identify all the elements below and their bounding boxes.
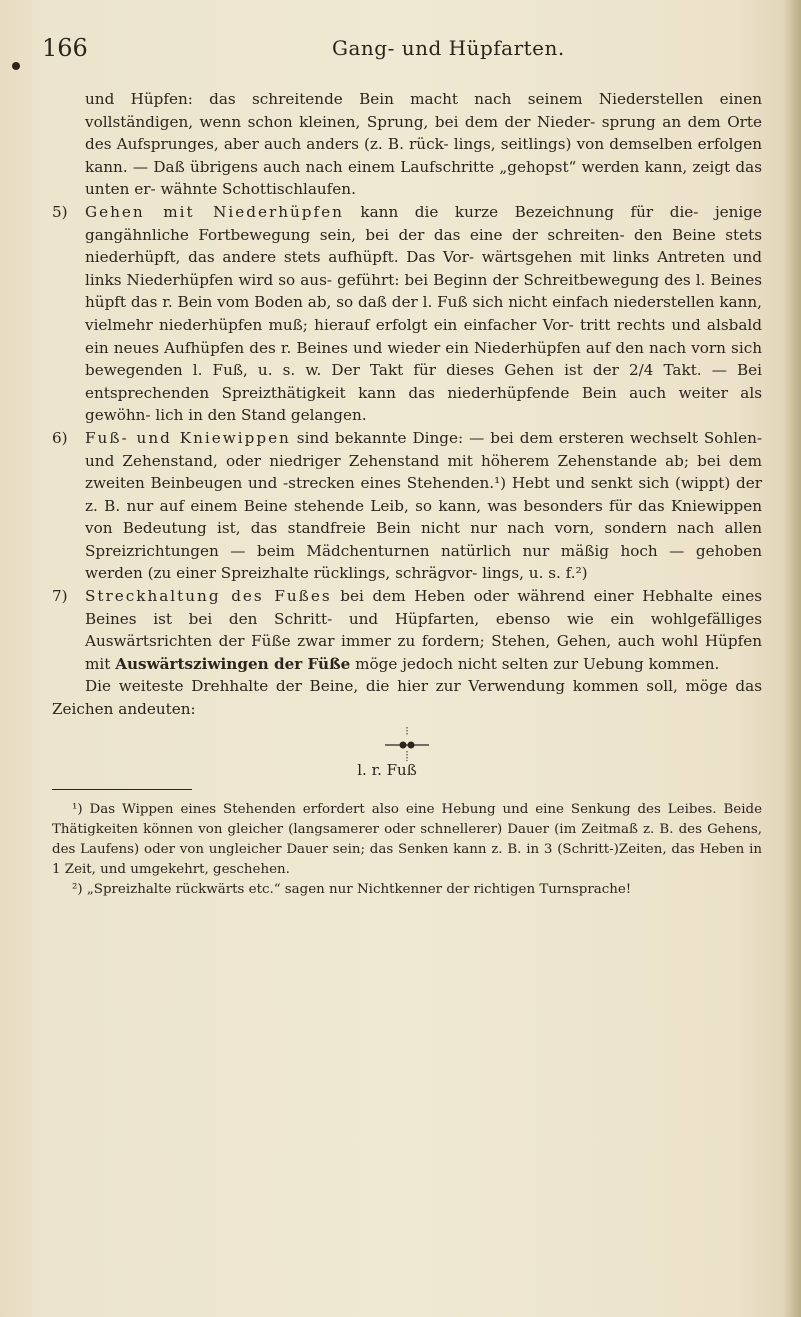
- emphasized-phrase: Auswärtsziwingen der Füße: [115, 654, 351, 673]
- page-body: [52, 88, 762, 901]
- section-text: möge jedoch nicht selten zur Uebung kommen.: [350, 654, 720, 673]
- section-heading: Fuß- und Kniewippen: [85, 428, 291, 447]
- section-text: bei dem Heben oder während einer Hebhalte eines Beines ist bei den Schritt- und Hüpfarten, ebenso wie ein wohlgefälliges Auswärtsrichten der Füße zwar immer zu fordern; Stehen, Gehen, auch wohl Hüpfen mit: [85, 587, 763, 673]
- section-6: [52, 427, 762, 585]
- section-number: 7): [52, 587, 68, 606]
- section-heading: Streckhaltung des Fußes: [85, 587, 332, 606]
- page-edge-shadow: [783, 0, 801, 1317]
- section-5: [52, 201, 762, 427]
- section-text: kann die kurze Bezeichnung für die- jenige gangähnliche Fortbewegung sein, bei der das eine der schreiten- den Beine stets niederhüpft, das andere stets aufhüpft. Das Vor- wärtsgehen mit links Antreten und links Niederhüpfen wird so aus- geführt: bei Beginn der Schreitbewegung des l. Beines hüpft das r. Bein vom Boden ab, so daß der l. Fuß sich nicht einfach niederstellen kann, vielmehr niederhüpfen muß; hierauf erfolgt ein einfacher Vor- tritt rechts und alsbald ein neues Aufhüpfen des r. Beines und wieder ein Niederhüpfen auf den nach vorn sich bewegenden l. Fuß, u. s. w. Der Takt für dieses Gehen ist der 2/4 Takt. — Bei entsprechenden Spreizthätigkeit kann das niederhüpfende Bein auch weiter als gewöhn- lich in den Stand gelangen.: [85, 202, 763, 425]
- intro-paragraph: und Hüpfen: das schreitende Bein macht nach seinem Niederstellen einen vollständigen, wenn schon kleinen, Sprung, bei dem der Nieder- sprung an dem Orte des Aufsprunges, aber auch anders (z. B. rück- lings, seitlings) von demselben erfolgen kann. — Daß übrigens auch nach einem Laufschritte „gehopst“ werden kann, zeigt das unten er- wähnte Schottischlaufen.: [85, 90, 762, 199]
- section-number: 6): [52, 428, 68, 447]
- section-7: [52, 585, 762, 675]
- page-header: [32, 34, 752, 64]
- foot-rotation-symbol: [52, 727, 762, 779]
- footnote-2: ²) „Spreizhalte rückwärts etc.“ sagen nur Nichtkenner der richtigen Turnsprache!: [72, 882, 632, 898]
- footnote-divider: [52, 789, 192, 790]
- page-number: 166: [42, 34, 88, 62]
- ink-dot-mark: [12, 62, 20, 70]
- foot-symbol-label: l. r. Fuß: [357, 760, 417, 779]
- section-text: sind bekannte Dinge: — bei dem ersteren wechselt Sohlen- und Zehenstand, oder niedriger Zehenstand mit höherem Zehenstande ab; bei dem zweiten Beinbeugen und -strecken eines Stehenden.¹) Hebt und senkt sich (wippt) der z. B. nur auf einem Beine stehende Leib, so kann, was besonders für das Kniewippen von Bedeutung ist, das standfreie Bein nicht nur nach vorn, sondern nach allen Spreizrichtungen — beim Mädchenturnen natürlich nur mäßig hoch — gehoben werden (zu einer Spreizhalte rücklings, schrägvor- lings, u. s. f.²): [85, 428, 762, 583]
- section-number: 5): [52, 202, 68, 221]
- foot-symbol-icon: [377, 727, 437, 761]
- section-7-continuation: Die weiteste Drehhalte der Beine, die hier zur Verwendung kommen soll, möge das Zeichen andeuten:: [52, 677, 762, 719]
- footnote-1: ¹) Das Wippen eines Stehenden erfordert also eine Hebung und eine Senkung des Leibes. Beide Thätigkeiten können von gleicher (langsamerer oder schnellerer) Dauer (im Zeitmaß z. B. des Gehens, des Laufens) oder von ungleicher Dauer sein; das Senken kann z. B. in 3 (Schritt-)Zeiten, das Heben in 1 Zeit, und umgekehrt, geschehen.: [52, 801, 762, 878]
- section-heading: Gehen mit Niederhüpfen: [85, 202, 344, 221]
- running-title: Gang- und Hüpfarten.: [332, 36, 565, 60]
